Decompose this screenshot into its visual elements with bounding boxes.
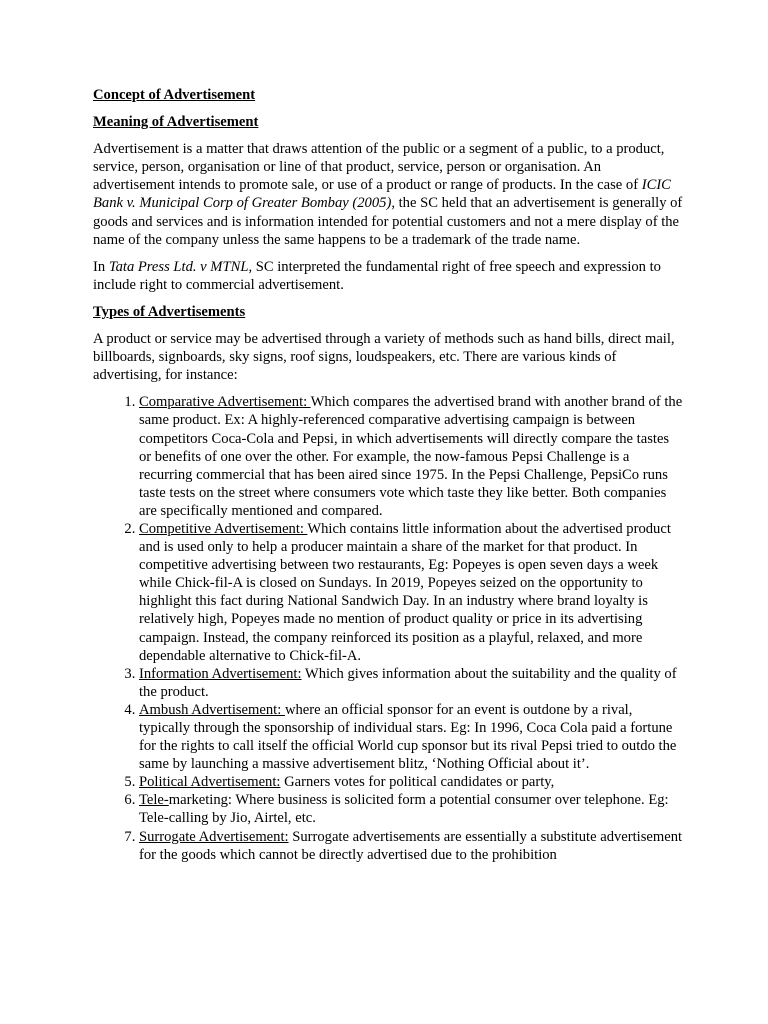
list-item [139, 520, 683, 665]
type-description: Which compares the advertised brand with another brand of the same product. Ex: A highly-referenced comparative advertising campaign is between competitors Coca-Cola and Pepsi, in which advertisements will directly compare the tastes or benefits of one over the other. For example, the now-famous Pepsi Challenge is a recurring commercial that has been aired since 1975. In the Pepsi Challenge, PepsiCo runs taste tests on the street where consumers vote which taste they like better. Both companies are specifically mentioned and compared. [139, 394, 683, 519]
list-item [139, 791, 683, 827]
type-label: Ambush Advertisement: [139, 701, 285, 718]
type-label: Competitive Advertisement: [139, 520, 308, 537]
list-item [139, 665, 683, 701]
document-page [93, 86, 683, 864]
list-item [139, 393, 683, 520]
tata-prefix: In [93, 258, 109, 275]
type-description: where an official sponsor for an event is outdone by a rival, typically through the sponsorship of individual stars. Eg: In 1996, Coca Cola paid a fortune for the rights to call itself the official World cup sponsor but its rival Pepsi tried to outdo the same by launching a massive advertisement blitz, ‘Nothing Official about it’. [139, 701, 677, 773]
tata-rest: , SC interpreted the fundamental right of free speech and expression to include right to commercial advertisement. [93, 258, 661, 293]
type-description: Garners votes for political candidates or party, [280, 774, 555, 791]
tata-press-paragraph [93, 258, 683, 294]
type-label: Comparative Advertisement: [139, 394, 311, 411]
type-description: marketing: Where business is solicited form a potential consumer over telephone. Eg: Tele-calling by Jio, Airtel, etc. [139, 792, 669, 827]
meaning-text-after-case: , the SC held that an advertisement is generally of goods and services and is information intended for potential customers and not a mere display of the name of the company unless the same happens to be a trademark of the trade name. [93, 195, 683, 248]
meaning-text-before-case: Advertisement is a matter that draws attention of the public or a segment of a public, to a product, service, person, organisation or line of that product, service, person or organisation. An advertisement intends to promote sale, or use of a product or range of products. In the case of [93, 141, 665, 194]
type-label: Surrogate Advertisement: [139, 828, 289, 845]
type-label: Political Advertisement: [139, 774, 281, 791]
types-intro-paragraph: A product or service may be advertised through a variety of methods such as hand bills, direct mail, billboards, signboards, sky signs, roof signs, loudspeakers, etc. There are various kinds of advertising, for instance: [93, 331, 675, 384]
type-description: Which gives information about the suitability and the quality of the product. [139, 665, 677, 700]
meaning-paragraph [93, 140, 683, 249]
case-name-tata: Tata Press Ltd. v MTNL [108, 258, 249, 275]
list-item [139, 773, 683, 791]
type-description: Which contains little information about the advertised product and is used only to help a producer maintain a share of the market for that product. In competitive advertising between two restaurants, Eg: Popeyes is open seven days a week while Chick-fil-A is closed on Sundays. In 2019, Popeyes seized on the opportunity to highlight this fact during National Sandwich Day. In an industry where brand loyalty is relatively high, Popeyes made no mention of product quality or price in its advertising campaign. Instead, the company reinforced its position as a playful, relaxed, and more dependable alternative to Chick-fil-A. [139, 520, 671, 664]
type-label: Information Advertisement: [139, 665, 302, 682]
type-label: Tele- [139, 792, 169, 809]
case-name-icic: ICIC Bank v. Municipal Corp of Greater Bombay (2005) [93, 177, 671, 212]
types-list [93, 393, 683, 863]
document-title: Concept of Advertisement [93, 87, 256, 103]
section-heading-meaning: Meaning of Advertisement [93, 114, 259, 131]
section-heading-types: Types of Advertisements [93, 303, 246, 320]
type-description: Surrogate advertisements are essentially a substitute advertisement for the goods which cannot be directly advertised due to the prohibition [139, 828, 683, 863]
list-item [139, 701, 683, 773]
list-item [139, 828, 683, 864]
